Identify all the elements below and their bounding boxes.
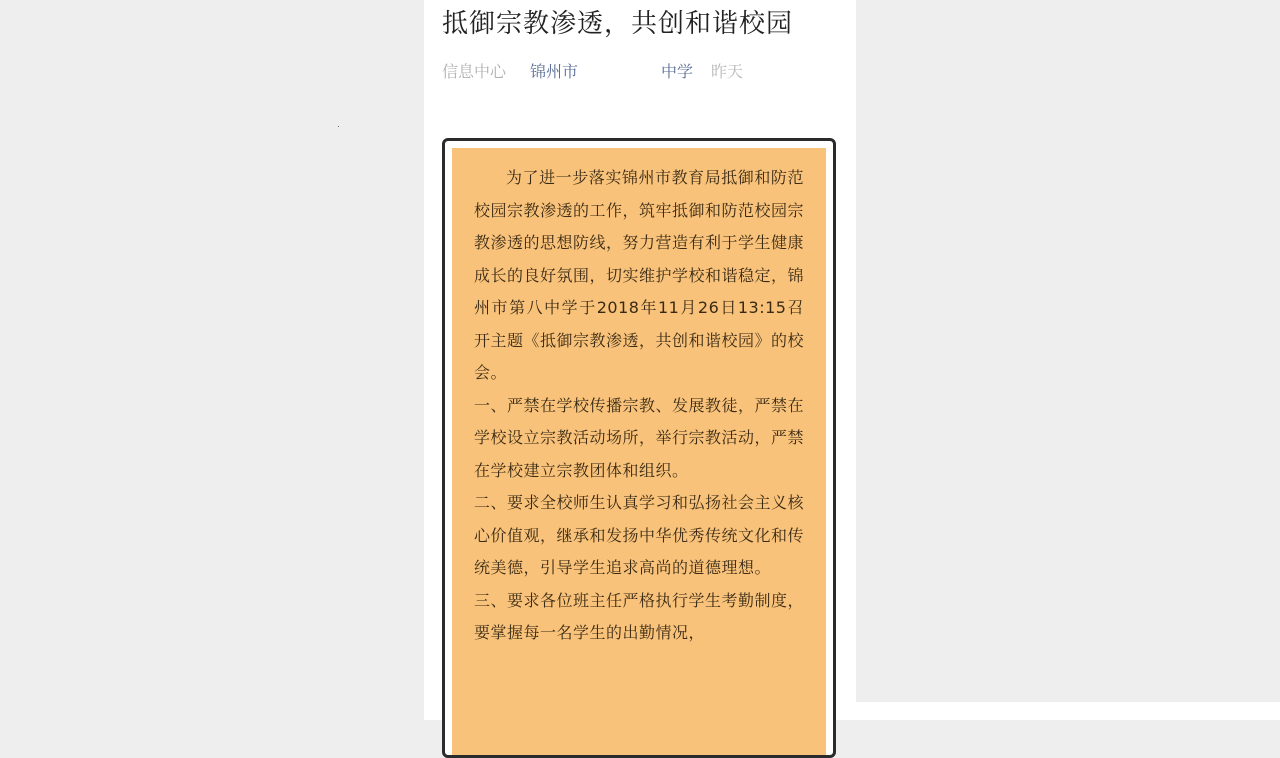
article-page[interactable]	[424, 0, 856, 720]
meta-school-link[interactable]: 中学	[661, 62, 694, 81]
notice-text-panel	[452, 148, 826, 755]
notice-paragraph-3: 三、要求各位班主任严格执行学生考勤制度，要掌握每一名学生的出勤情况，	[474, 590, 805, 642]
notice-paragraph-intro: 为了进一步落实锦州市教育局抵御和防范校园宗教渗透的工作，筑牢抵御和防范校园宗教渗透的思想防线，努力营造有利于学生健康成长的良好氛围，切实维护学校和谐稳定，锦州市第八中学于2018年11月26日13:15召开主题《抵御宗教渗透，共创和谐校园》的校会。	[474, 168, 805, 382]
lower-white-band	[856, 702, 1280, 720]
meta-city-link[interactable]: 锦州市	[530, 62, 579, 81]
article-title: 抵御宗教渗透，共创和谐校园	[442, 9, 794, 39]
stray-dot	[338, 126, 339, 127]
meta-time: 昨天	[711, 62, 744, 81]
notice-paragraph-1: 一、严禁在学校传播宗教、发展教徒，严禁在学校设立宗教活动场所，举行宗教活动，严禁在学校建立宗教团体和组织。	[474, 395, 805, 480]
notice-image-card[interactable]	[442, 138, 836, 758]
meta-source: 信息中心	[442, 62, 507, 81]
notice-paragraph-2: 二、要求全校师生认真学习和弘扬社会主义核心价值观，继承和发扬中华优秀传统文化和传统美德，引导学生追求高尚的道德理想。	[474, 493, 805, 577]
